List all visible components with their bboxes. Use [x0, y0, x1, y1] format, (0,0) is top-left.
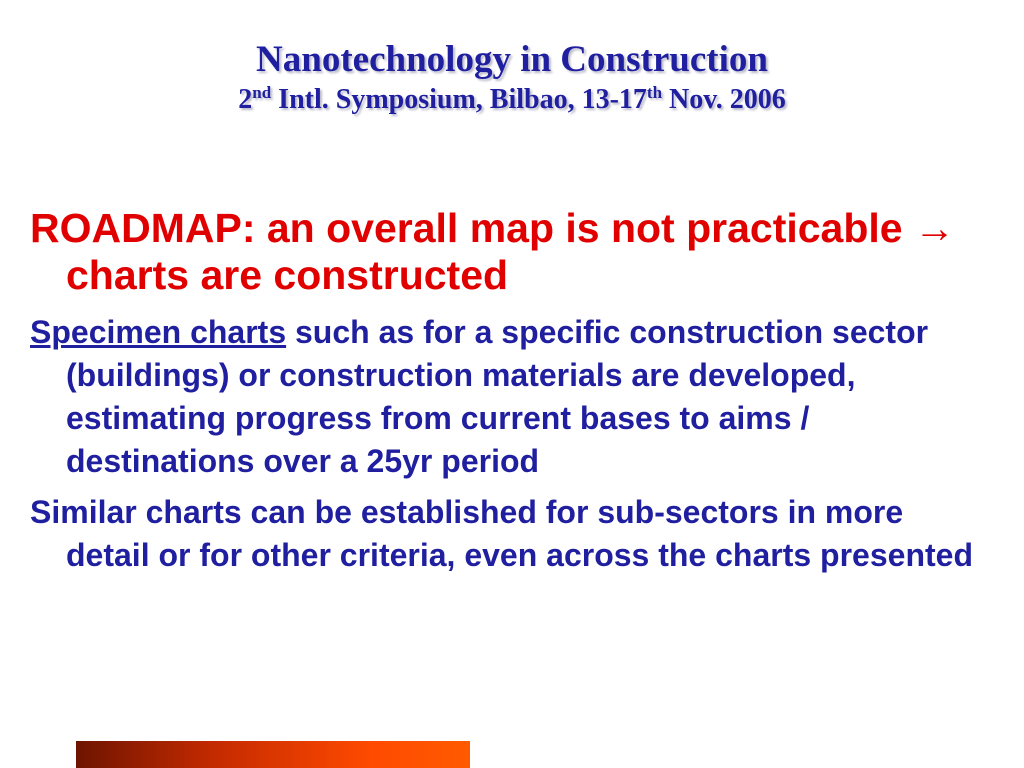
specimen-charts-link[interactable]: Specimen charts: [30, 314, 287, 350]
title-block: [0, 38, 1024, 118]
similar-charts-paragraph: Similar charts can be established for sub-sectors in more detail or for other criteria, even across the charts presented: [30, 494, 973, 573]
subtitle-superscript-1: nd: [252, 83, 272, 102]
subtitle-part-3: Nov. 2006: [662, 84, 786, 115]
slide-subtitle: [0, 82, 1024, 118]
specimen-charts-text: such as for a specific construction sector (buildings) or construction materials are developed, estimating progress from current bases to aims / destinations over a 25yr period: [66, 314, 929, 479]
subtitle-part-2: Intl. Symposium, Bilbao, 13-17: [271, 84, 647, 115]
slide-body: [30, 205, 990, 585]
decorative-gradient-bar: [76, 741, 470, 768]
right-arrow-icon: →: [913, 205, 955, 251]
roadmap-heading: [30, 205, 990, 299]
slide-title: Nanotechnology in Construction: [256, 39, 768, 80]
subtitle-superscript-2: th: [646, 83, 663, 102]
roadmap-heading-text-1: ROADMAP: an overall map is not practicable: [30, 205, 914, 251]
specimen-charts-paragraph: [30, 311, 990, 483]
roadmap-heading-text-2: charts are constructed: [66, 252, 509, 298]
subtitle-part-1: 2: [238, 84, 253, 115]
